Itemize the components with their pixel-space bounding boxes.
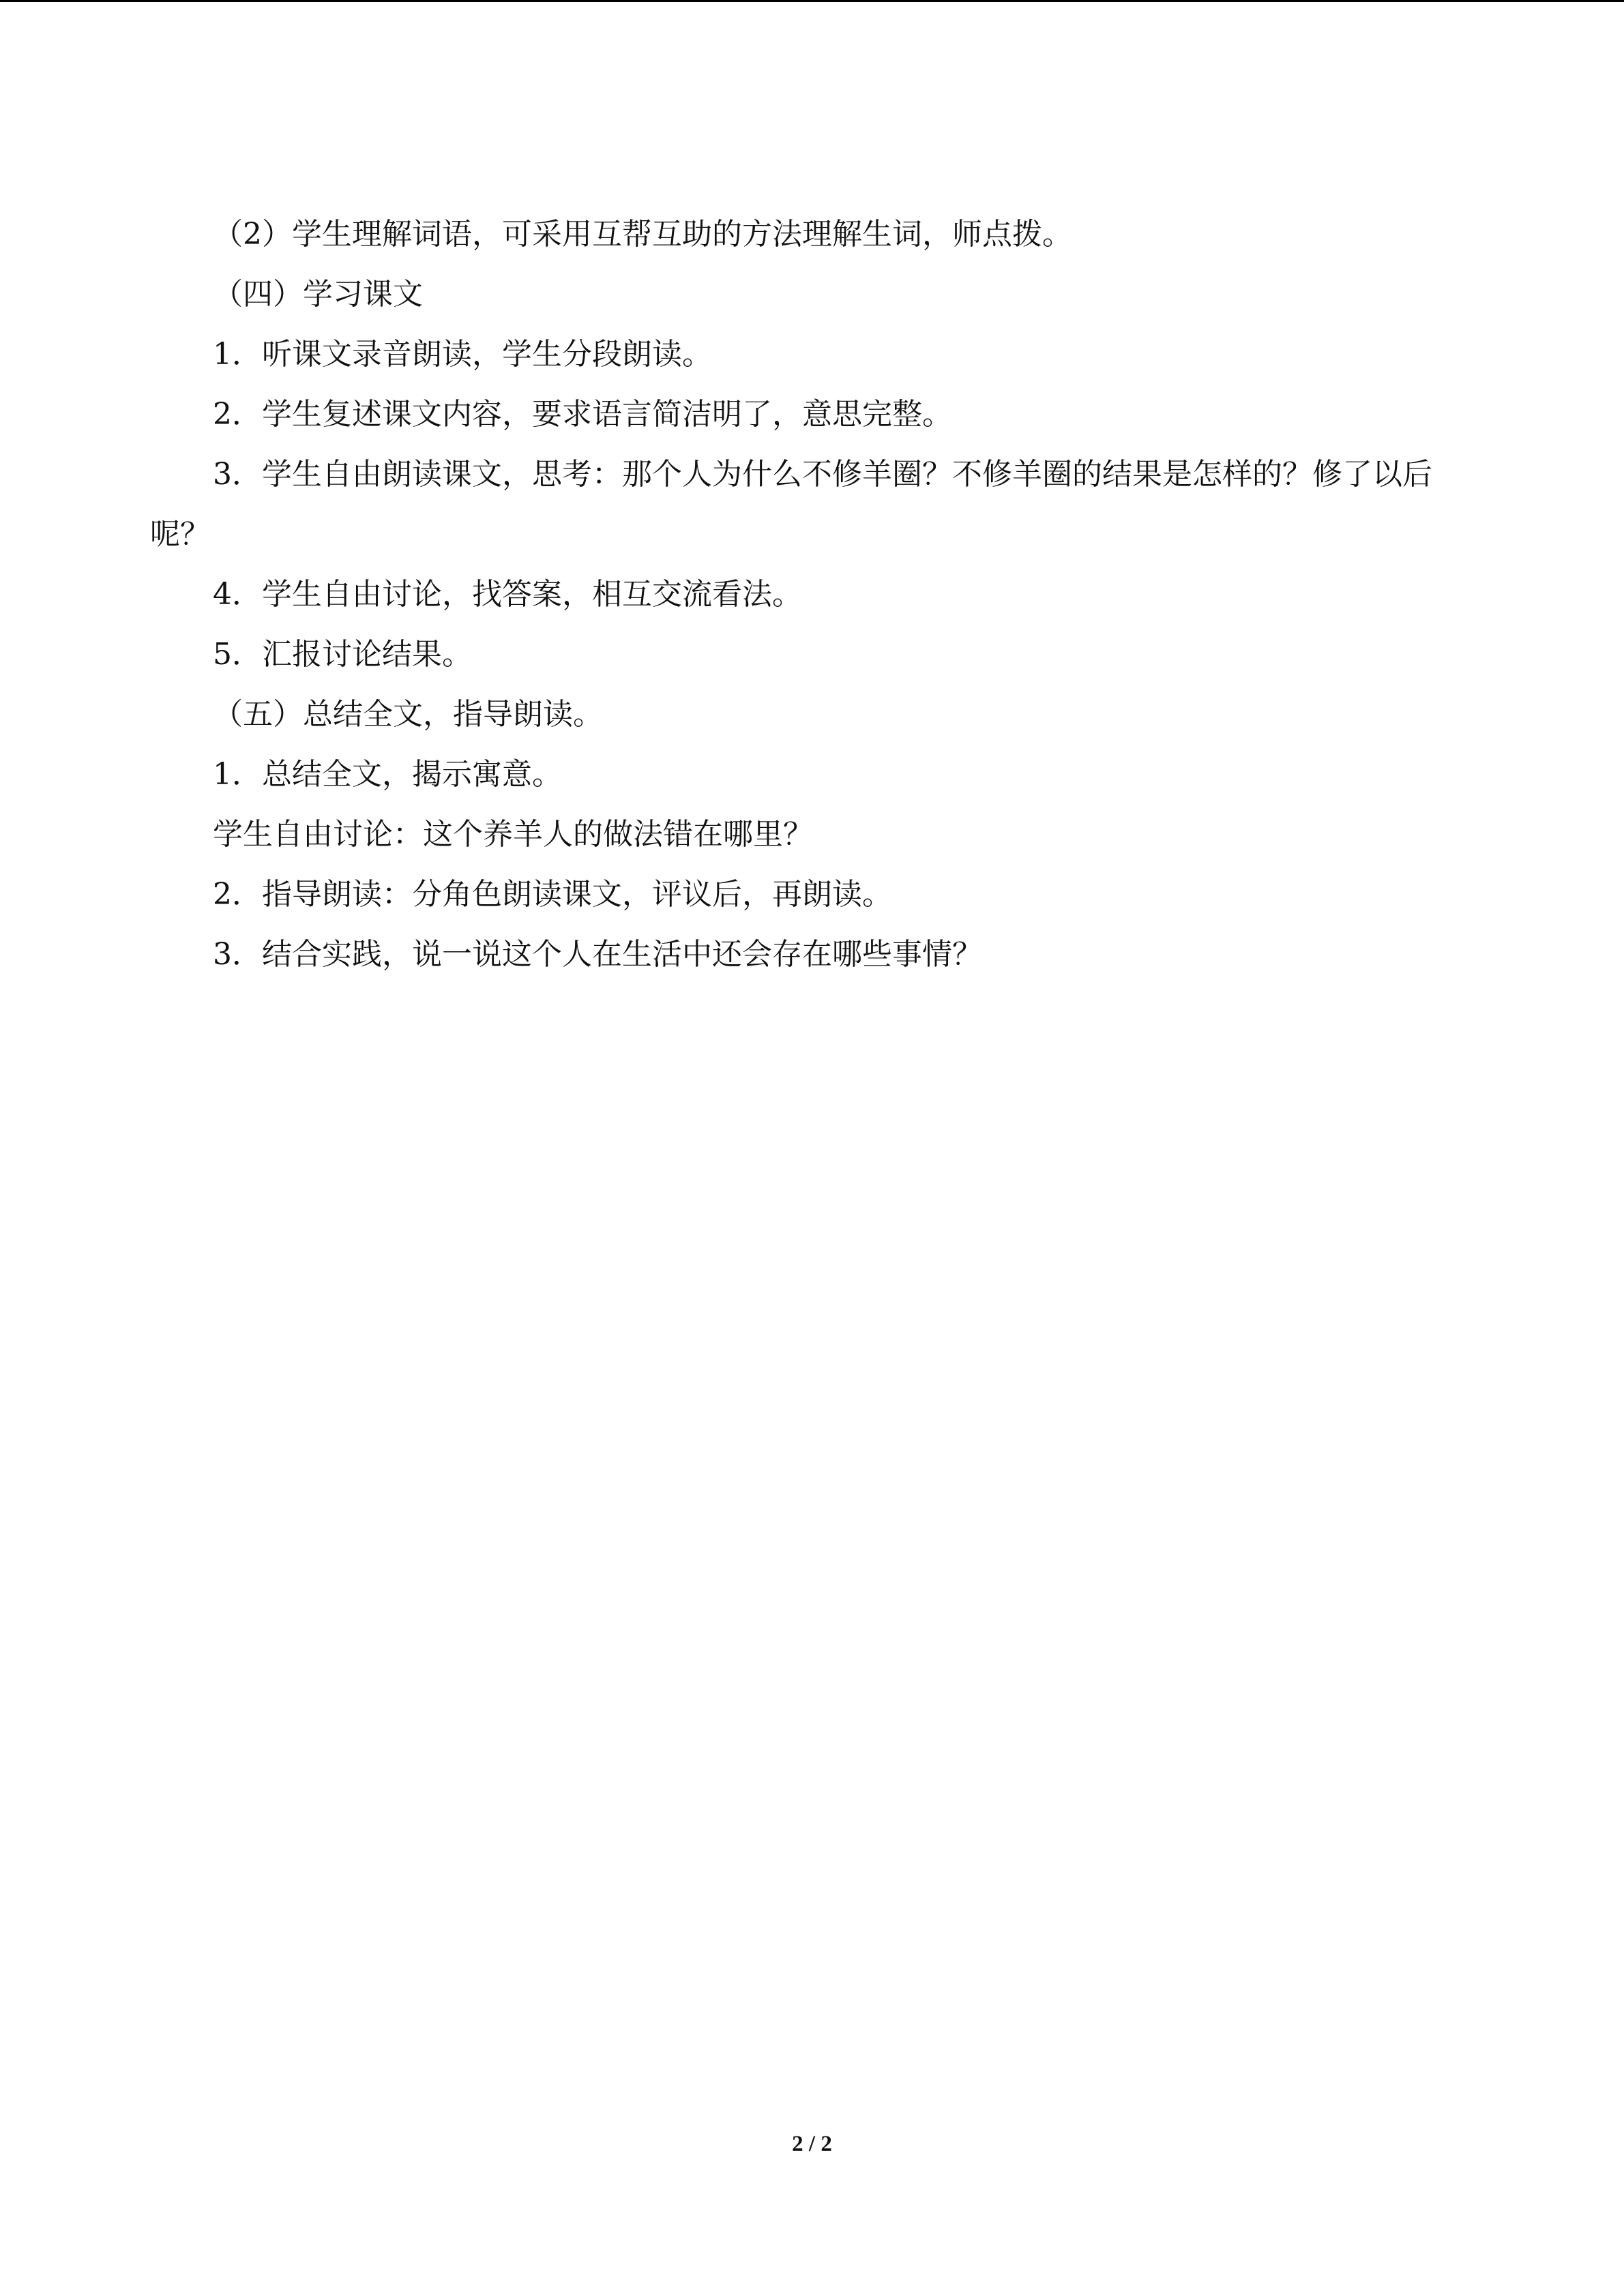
paragraph-report-results: 5．汇报讨论结果。: [213, 637, 472, 672]
document-body: [150, 205, 1480, 985]
top-border-line: [0, 0, 1624, 2]
paragraph-understand-words: （2）学生理解词语，可采用互帮互助的方法理解生词，师点拨。: [213, 217, 1072, 252]
section-heading-summary: （五）总结全文，指导朗读。: [213, 697, 603, 732]
paragraph-summarize-moral: 1．总结全文，揭示寓意。: [213, 757, 562, 792]
paragraph-discussion-question: 学生自由讨论：这个养羊人的做法错在哪里？: [213, 817, 813, 852]
paragraph-listen-recording: 1．听课文录音朗读，学生分段朗读。: [213, 337, 712, 372]
paragraph-retell-content: 2．学生复述课文内容，要求语言简洁明了，意思完整。: [213, 397, 952, 432]
paragraph-free-reading-questions: 3．学生自由朗读课文，思考：那个人为什么不修羊圈？不修羊圈的结果是怎样的？修了以后呢？: [150, 457, 1432, 552]
section-heading-study-text: （四）学习课文: [213, 277, 423, 312]
paragraph-role-reading: 2．指导朗读：分角色朗读课文，评议后，再朗读。: [213, 877, 892, 912]
paragraph-free-discussion: 4．学生自由讨论，找答案，相互交流看法。: [213, 577, 802, 612]
paragraph-practice-connection: 3．结合实践，说一说这个人在生活中还会存在哪些事情？: [213, 937, 982, 972]
page-number: 2 / 2: [792, 2132, 832, 2156]
